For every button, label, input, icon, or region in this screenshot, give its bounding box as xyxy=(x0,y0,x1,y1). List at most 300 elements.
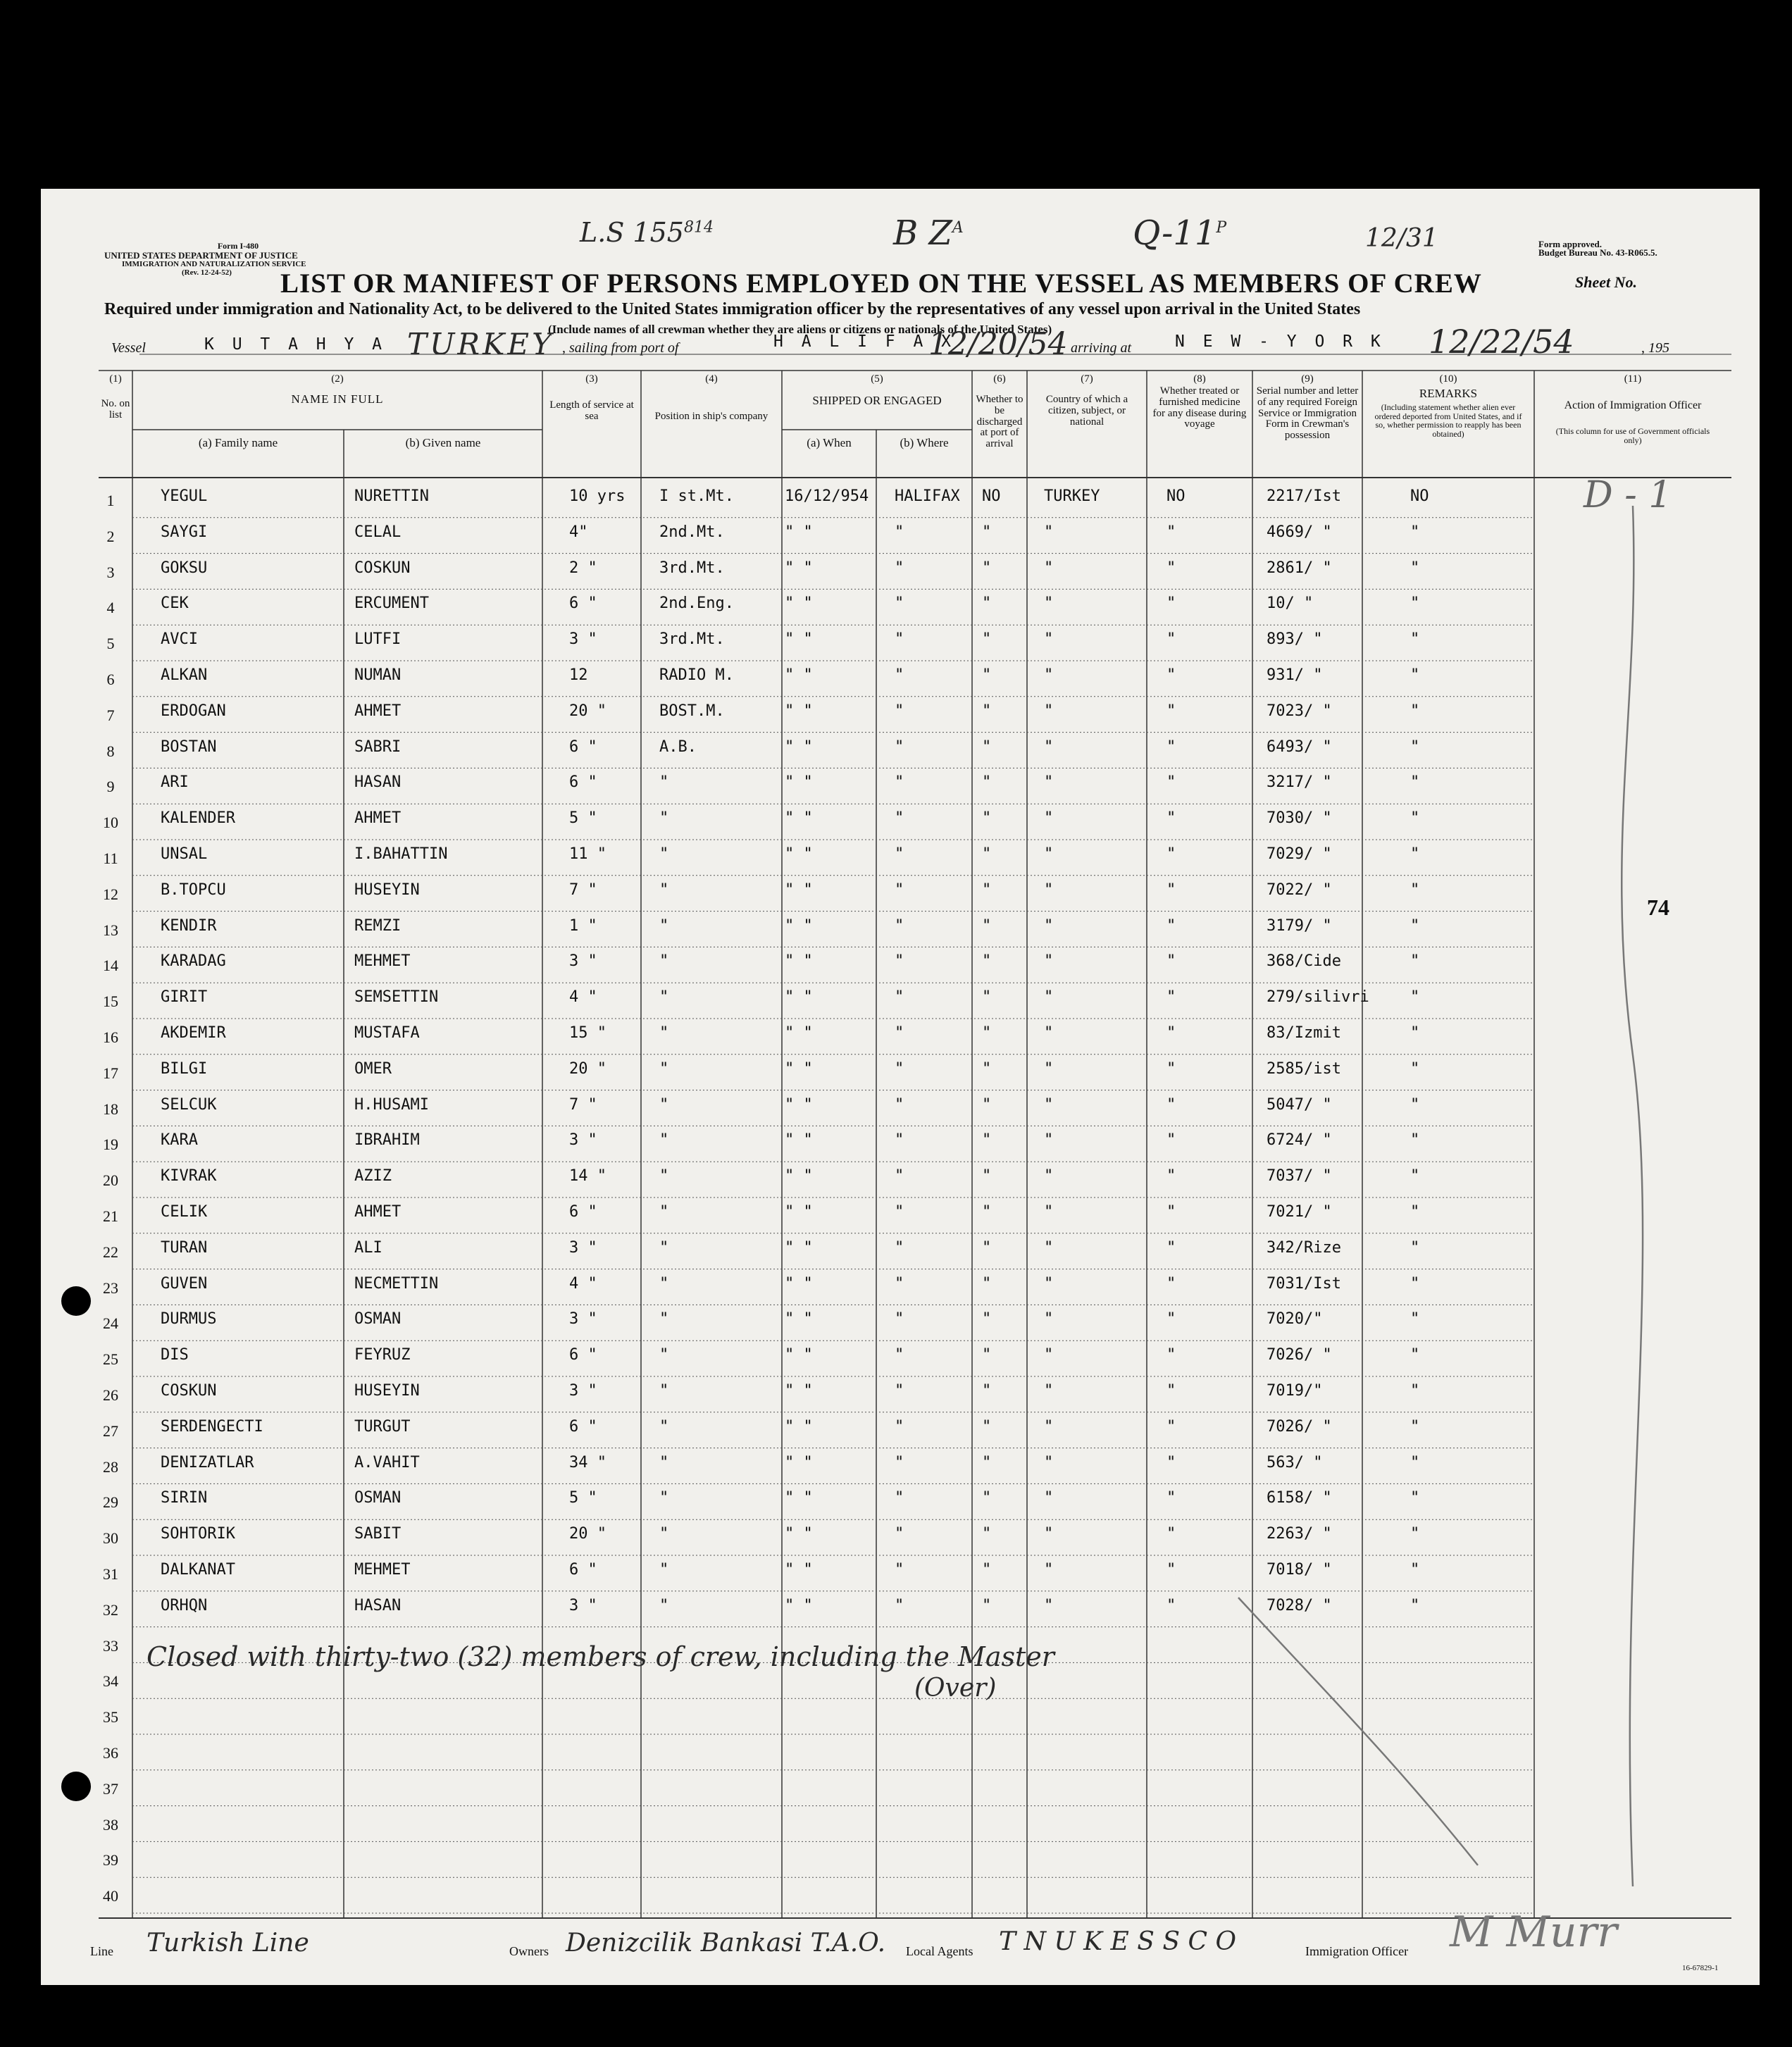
service-name: IMMIGRATION AND NATURALIZATION SERVICE xyxy=(122,260,306,268)
cell-service: 4 " xyxy=(569,988,597,1007)
cell-country: " xyxy=(1044,845,1054,863)
row-number: 29 xyxy=(103,1493,118,1512)
cell-treated: " xyxy=(1166,952,1176,971)
cell-where: " xyxy=(895,1059,904,1078)
row-number: 9 xyxy=(106,778,115,796)
cell-when: " " xyxy=(785,881,813,899)
arrival-date: 12/22/54 xyxy=(1429,323,1574,361)
cell-position: " xyxy=(659,1095,669,1114)
col10-number: (10) xyxy=(1439,373,1457,385)
cell-serial: 5047/ " xyxy=(1267,1095,1332,1114)
manifest-subnote: (Include names of all crewman whether they are aliens or citizens or nationals of the United States) xyxy=(548,323,1052,336)
cell-given: AZIZ xyxy=(354,1167,392,1186)
cell-serial: 7018/ " xyxy=(1267,1561,1332,1579)
cell-country: " xyxy=(1044,1024,1054,1042)
cell-country: " xyxy=(1044,1489,1054,1507)
cell-where: " xyxy=(895,1095,904,1114)
cell-country: " xyxy=(1044,1453,1054,1472)
cell-remarks: " xyxy=(1410,1382,1420,1400)
cell-given: AHMET xyxy=(354,809,402,828)
cell-where: " xyxy=(895,1346,904,1364)
cell-position: " xyxy=(659,773,669,792)
cell-treated: " xyxy=(1166,702,1176,720)
cell-where: " xyxy=(895,1561,904,1579)
cell-when: " " xyxy=(785,1274,813,1293)
cell-service: 3 " xyxy=(569,1131,597,1150)
cell-when: 16/12/954 xyxy=(785,487,869,505)
cell-position: " xyxy=(659,1417,669,1436)
cell-position: " xyxy=(659,1489,669,1507)
col7-number: (7) xyxy=(1081,373,1093,385)
cell-where: " xyxy=(895,1274,904,1293)
cell-discharged: " xyxy=(982,559,992,577)
cell-discharged: " xyxy=(982,630,992,649)
cell-discharged: " xyxy=(982,988,992,1007)
cell-country: " xyxy=(1044,1310,1054,1329)
cell-serial: 7020/" xyxy=(1267,1310,1323,1329)
cell-service: 7 " xyxy=(569,1095,597,1114)
cell-position: 3rd.Mt. xyxy=(659,630,725,649)
cell-given: COSKUN xyxy=(354,559,411,577)
cell-discharged: " xyxy=(982,845,992,863)
cell-country: " xyxy=(1044,1596,1054,1614)
cell-discharged: " xyxy=(982,1024,992,1042)
cell-family: UNSAL xyxy=(161,845,208,863)
cell-given: AHMET xyxy=(354,702,402,720)
cell-position: " xyxy=(659,952,669,971)
cell-family: GIRIT xyxy=(161,988,208,1007)
cell-given: ERCUMENT xyxy=(354,595,429,613)
cell-position: " xyxy=(659,1346,669,1364)
cell-where: " xyxy=(895,1489,904,1507)
cell-service: 3 " xyxy=(569,1382,597,1400)
cell-country: " xyxy=(1044,1238,1054,1257)
cell-position: RADIO M. xyxy=(659,666,734,684)
cell-service: 3 " xyxy=(569,952,597,971)
cell-discharged: " xyxy=(982,1059,992,1078)
cell-treated: " xyxy=(1166,738,1176,756)
handwritten-bz-sup: A xyxy=(952,219,964,237)
cell-given: ALI xyxy=(354,1238,382,1257)
cell-where: " xyxy=(895,630,904,649)
cell-service: 6 " xyxy=(569,773,597,792)
cell-country: " xyxy=(1044,1167,1054,1186)
cell-discharged: " xyxy=(982,1525,992,1543)
cell-position: " xyxy=(659,1203,669,1221)
row-number: 23 xyxy=(103,1278,118,1297)
cell-where: " xyxy=(895,595,904,613)
cell-serial: 7026/ " xyxy=(1267,1346,1332,1364)
cell-serial: 279/silivri xyxy=(1267,988,1369,1007)
cell-given: OSMAN xyxy=(354,1489,402,1507)
col6-heading: Whether to be discharged at port of arrival xyxy=(976,394,1023,449)
cell-position: 2nd.Mt. xyxy=(659,523,725,541)
cell-country: " xyxy=(1044,738,1054,756)
cell-when: " " xyxy=(785,523,813,541)
cell-treated: " xyxy=(1166,1203,1176,1221)
cell-service: 3 " xyxy=(569,1310,597,1329)
cell-family: KIVRAK xyxy=(161,1167,217,1186)
cell-discharged: " xyxy=(982,773,992,792)
cell-remarks: " xyxy=(1410,809,1420,828)
cell-where: " xyxy=(895,773,904,792)
cell-family: ORHQN xyxy=(161,1596,208,1614)
cell-service: 7 " xyxy=(569,881,597,899)
col5a-heading: (a) When xyxy=(807,436,852,449)
cell-treated: " xyxy=(1166,595,1176,613)
cell-discharged: " xyxy=(982,738,992,756)
cell-given: MEHMET xyxy=(354,1561,411,1579)
cell-remarks: " xyxy=(1410,1238,1420,1257)
col8-number: (8) xyxy=(1193,373,1206,385)
cell-where: " xyxy=(895,1024,904,1042)
cell-serial: 7026/ " xyxy=(1267,1417,1332,1436)
cell-given: HASAN xyxy=(354,773,402,792)
cell-country: " xyxy=(1044,988,1054,1007)
cell-discharged: " xyxy=(982,595,992,613)
cell-given: LUTFI xyxy=(354,630,402,649)
cell-treated: " xyxy=(1166,1382,1176,1400)
cell-when: " " xyxy=(785,1238,813,1257)
cell-serial: 2217/Ist xyxy=(1267,487,1341,505)
cell-serial: 342/Rize xyxy=(1267,1238,1341,1257)
cell-serial: 4669/ " xyxy=(1267,523,1332,541)
cell-serial: 7029/ " xyxy=(1267,845,1332,863)
cell-when: " " xyxy=(785,1167,813,1186)
closing-note: Closed with thirty-two (32) members of crew, including the Master xyxy=(147,1641,1054,1672)
cell-service: 15 " xyxy=(569,1024,606,1042)
row-number: 33 xyxy=(103,1636,118,1655)
cell-given: REMZI xyxy=(354,916,402,935)
cell-family: SERDENGECTI xyxy=(161,1417,263,1436)
col4-number: (4) xyxy=(705,373,718,385)
cell-position: " xyxy=(659,1167,669,1186)
budget-bureau: Budget Bureau No. 43-R065.5. xyxy=(1538,247,1657,258)
cell-country: " xyxy=(1044,881,1054,899)
cell-serial: 7021/ " xyxy=(1267,1203,1332,1221)
row-number: 28 xyxy=(103,1457,118,1476)
cell-discharged: " xyxy=(982,952,992,971)
cell-service: 6 " xyxy=(569,1346,597,1364)
cell-family: ARI xyxy=(161,773,189,792)
cell-given: A.VAHIT xyxy=(354,1453,420,1472)
cell-treated: " xyxy=(1166,1310,1176,1329)
cell-treated: " xyxy=(1166,1417,1176,1436)
cell-discharged: " xyxy=(982,702,992,720)
cell-position: " xyxy=(659,1059,669,1078)
action-d1-mark: D - 1 xyxy=(1583,474,1672,516)
cell-where: " xyxy=(895,523,904,541)
cell-given: MEHMET xyxy=(354,952,411,971)
row-number: 5 xyxy=(106,635,115,653)
cell-serial: 7031/Ist xyxy=(1267,1274,1341,1293)
cell-when: " " xyxy=(785,702,813,720)
col2-number: (2) xyxy=(331,373,344,385)
cell-given: NECMETTIN xyxy=(354,1274,439,1293)
cell-country: " xyxy=(1044,595,1054,613)
cell-remarks: " xyxy=(1410,988,1420,1007)
cell-serial: 6158/ " xyxy=(1267,1489,1332,1507)
cell-service: 3 " xyxy=(569,630,597,649)
local-agents-label: Local Agents xyxy=(906,1944,973,1958)
cell-when: " " xyxy=(785,809,813,828)
cell-where: " xyxy=(895,1310,904,1329)
row-number: 30 xyxy=(103,1529,118,1548)
cell-treated: " xyxy=(1166,809,1176,828)
cell-treated: " xyxy=(1166,1095,1176,1114)
col2a-heading: (a) Family name xyxy=(198,436,278,449)
cell-when: " " xyxy=(785,630,813,649)
cell-serial: 10/ " xyxy=(1267,595,1314,613)
cell-given: IBRAHIM xyxy=(354,1131,420,1150)
cell-discharged: NO xyxy=(982,487,1001,505)
cell-where: " xyxy=(895,1382,904,1400)
cell-serial: 7019/" xyxy=(1267,1382,1323,1400)
cell-treated: " xyxy=(1166,1525,1176,1543)
col1-number: (1) xyxy=(109,373,122,385)
cell-remarks: " xyxy=(1410,881,1420,899)
arriving-label: arriving at xyxy=(1071,340,1132,356)
cell-position: " xyxy=(659,988,669,1007)
col10-note: (Including statement whether alien ever ordered deported from United States, and if so, whether permission to reapply has been obtained) xyxy=(1374,402,1522,439)
cell-treated: " xyxy=(1166,630,1176,649)
cell-remarks: " xyxy=(1410,559,1420,577)
immigration-officer-label: Immigration Officer xyxy=(1305,1944,1409,1958)
line-label: Line xyxy=(90,1944,113,1958)
col2-heading: NAME IN FULL xyxy=(291,392,384,406)
cell-remarks: " xyxy=(1410,1024,1420,1042)
cell-service: 20 " xyxy=(569,1059,606,1078)
handwritten-bz-text: B Z xyxy=(893,213,952,253)
cell-service: 12 xyxy=(569,666,588,684)
cell-family: KARA xyxy=(161,1131,198,1150)
cell-when: " " xyxy=(785,1489,813,1507)
punch-hole-lower xyxy=(61,1772,91,1801)
cell-treated: " xyxy=(1166,1453,1176,1472)
cell-family: GOKSU xyxy=(161,559,208,577)
cell-remarks: " xyxy=(1410,666,1420,684)
cell-remarks: " xyxy=(1410,738,1420,756)
cell-remarks: " xyxy=(1410,523,1420,541)
cell-when: " " xyxy=(785,666,813,684)
cell-where: " xyxy=(895,881,904,899)
cell-country: TURKEY xyxy=(1044,487,1100,505)
cell-serial: 7030/ " xyxy=(1267,809,1332,828)
cell-country: " xyxy=(1044,1131,1054,1150)
row-number: 40 xyxy=(103,1887,118,1905)
col11-note: (This column for use of Government officials only) xyxy=(1555,426,1710,445)
cell-country: " xyxy=(1044,523,1054,541)
form-number: Form I-480 xyxy=(217,241,259,251)
cell-family: CELIK xyxy=(161,1203,208,1221)
row-number: 14 xyxy=(103,957,118,975)
cell-position: " xyxy=(659,1131,669,1150)
cell-discharged: " xyxy=(982,1203,992,1221)
cell-service: 3 " xyxy=(569,1596,597,1614)
cell-given: HUSEYIN xyxy=(354,881,420,899)
cell-family: GUVEN xyxy=(161,1274,208,1293)
cell-remarks: " xyxy=(1410,1561,1420,1579)
cell-when: " " xyxy=(785,1346,813,1364)
cell-serial: 3179/ " xyxy=(1267,916,1332,935)
cell-discharged: " xyxy=(982,1131,992,1150)
cell-where: " xyxy=(895,1238,904,1257)
cell-country: " xyxy=(1044,1525,1054,1543)
cell-when: " " xyxy=(785,1203,813,1221)
cell-discharged: " xyxy=(982,1561,992,1579)
cell-remarks: " xyxy=(1410,1167,1420,1186)
cell-country: " xyxy=(1044,1059,1054,1078)
row-number: 6 xyxy=(106,671,115,688)
row-number: 13 xyxy=(103,921,118,939)
row-number: 39 xyxy=(103,1851,118,1869)
cell-treated: " xyxy=(1166,881,1176,899)
col6-number: (6) xyxy=(993,373,1006,385)
cell-discharged: " xyxy=(982,809,992,828)
cell-where: " xyxy=(895,809,904,828)
vessel-label: Vessel xyxy=(111,340,146,356)
immigration-officer-signature: M Murr xyxy=(1450,1908,1617,1957)
vessel-name: K U T A H Y A xyxy=(204,335,387,354)
cell-country: " xyxy=(1044,809,1054,828)
cell-where: " xyxy=(895,666,904,684)
cell-discharged: " xyxy=(982,523,992,541)
handwritten-q-sup: P xyxy=(1216,219,1227,237)
row-number: 2 xyxy=(106,527,115,545)
manifest-sheet xyxy=(41,189,1760,1985)
cell-position: " xyxy=(659,1453,669,1472)
cell-service: 11 " xyxy=(569,845,606,863)
cell-given: TURGUT xyxy=(354,1417,411,1436)
cell-service: 6 " xyxy=(569,1561,597,1579)
cell-remarks: " xyxy=(1410,1274,1420,1293)
cell-serial: 7022/ " xyxy=(1267,881,1332,899)
cell-family: CEK xyxy=(161,595,189,613)
cell-family: SIRIN xyxy=(161,1489,208,1507)
cell-serial: 6493/ " xyxy=(1267,738,1332,756)
cell-where: " xyxy=(895,702,904,720)
cell-remarks: " xyxy=(1410,773,1420,792)
cell-position: " xyxy=(659,1274,669,1293)
cell-treated: " xyxy=(1166,523,1176,541)
cell-given: FEYRUZ xyxy=(354,1346,411,1364)
col1-heading: No. on list xyxy=(101,398,130,421)
cell-given: I.BAHATTIN xyxy=(354,845,448,863)
row-number: 38 xyxy=(103,1815,118,1834)
cell-treated: " xyxy=(1166,1059,1176,1078)
revision-date: (Rev. 12-24-52) xyxy=(182,268,232,277)
cell-position: 2nd.Eng. xyxy=(659,595,734,613)
cell-treated: " xyxy=(1166,1274,1176,1293)
cell-family: ERDOGAN xyxy=(161,702,226,720)
cell-treated: " xyxy=(1166,988,1176,1007)
cell-discharged: " xyxy=(982,1095,992,1114)
cell-treated: " xyxy=(1166,1561,1176,1579)
row-number: 20 xyxy=(103,1171,118,1190)
cell-family: DURMUS xyxy=(161,1310,217,1329)
row-number: 4 xyxy=(106,599,115,617)
cell-service: 6 " xyxy=(569,1203,597,1221)
cell-treated: " xyxy=(1166,773,1176,792)
cell-service: 4" xyxy=(569,523,588,541)
cell-discharged: " xyxy=(982,1417,992,1436)
cell-remarks: " xyxy=(1410,1203,1420,1221)
cell-discharged: " xyxy=(982,1167,992,1186)
row-number: 3 xyxy=(106,563,115,581)
row-number: 12 xyxy=(103,885,118,903)
cell-country: " xyxy=(1044,1561,1054,1579)
cell-position: BOST.M. xyxy=(659,702,725,720)
col11-number: (11) xyxy=(1624,373,1642,385)
cell-where: " xyxy=(895,916,904,935)
cell-serial: 368/Cide xyxy=(1267,952,1341,971)
cell-when: " " xyxy=(785,1310,813,1329)
cell-country: " xyxy=(1044,916,1054,935)
cell-discharged: " xyxy=(982,881,992,899)
cell-service: 4 " xyxy=(569,1274,597,1293)
row-number: 17 xyxy=(103,1064,118,1082)
cell-remarks: " xyxy=(1410,1596,1420,1614)
cell-when: " " xyxy=(785,1382,813,1400)
cell-service: 20 " xyxy=(569,702,606,720)
closing-over: (Over) xyxy=(914,1674,997,1703)
cell-family: B.TOPCU xyxy=(161,881,226,899)
cell-remarks: " xyxy=(1410,845,1420,863)
cell-position: " xyxy=(659,809,669,828)
cell-discharged: " xyxy=(982,916,992,935)
cell-remarks: " xyxy=(1410,595,1420,613)
cell-when: " " xyxy=(785,1095,813,1114)
cell-given: AHMET xyxy=(354,1203,402,1221)
cell-service: 2 " xyxy=(569,559,597,577)
cell-position: " xyxy=(659,1561,669,1579)
row-number: 37 xyxy=(103,1779,118,1798)
cell-treated: " xyxy=(1166,1238,1176,1257)
cell-position: A.B. xyxy=(659,738,697,756)
cell-remarks: " xyxy=(1410,916,1420,935)
cell-country: " xyxy=(1044,773,1054,792)
cell-position: " xyxy=(659,1525,669,1543)
cell-when: " " xyxy=(785,1453,813,1472)
cell-where: " xyxy=(895,1167,904,1186)
cell-family: KARADAG xyxy=(161,952,226,971)
cell-service: 10 yrs xyxy=(569,487,626,505)
sailing-label: , sailing from port of xyxy=(562,340,679,356)
cell-treated: " xyxy=(1166,666,1176,684)
cell-country: " xyxy=(1044,1346,1054,1364)
cell-serial: 931/ " xyxy=(1267,666,1323,684)
row-number: 24 xyxy=(103,1314,118,1333)
cell-when: " " xyxy=(785,559,813,577)
cell-given: SABRI xyxy=(354,738,402,756)
cell-where: " xyxy=(895,988,904,1007)
row-number: 11 xyxy=(103,850,118,867)
cell-when: " " xyxy=(785,1561,813,1579)
cell-where: HALIFAX xyxy=(895,487,960,505)
cell-treated: NO xyxy=(1166,487,1186,505)
row-number: 8 xyxy=(106,742,115,760)
row-number: 32 xyxy=(103,1600,118,1619)
cell-discharged: " xyxy=(982,1453,992,1472)
cell-serial: 2585/ist xyxy=(1267,1059,1341,1078)
arrival-port: N E W - Y O R K xyxy=(1175,332,1385,351)
cell-remarks: " xyxy=(1410,1131,1420,1150)
cell-when: " " xyxy=(785,1024,813,1042)
cell-given: MUSTAFA xyxy=(354,1024,420,1042)
cell-remarks: " xyxy=(1410,1453,1420,1472)
vessel-flag: TURKEY xyxy=(407,327,554,361)
cell-remarks: NO xyxy=(1410,487,1429,505)
